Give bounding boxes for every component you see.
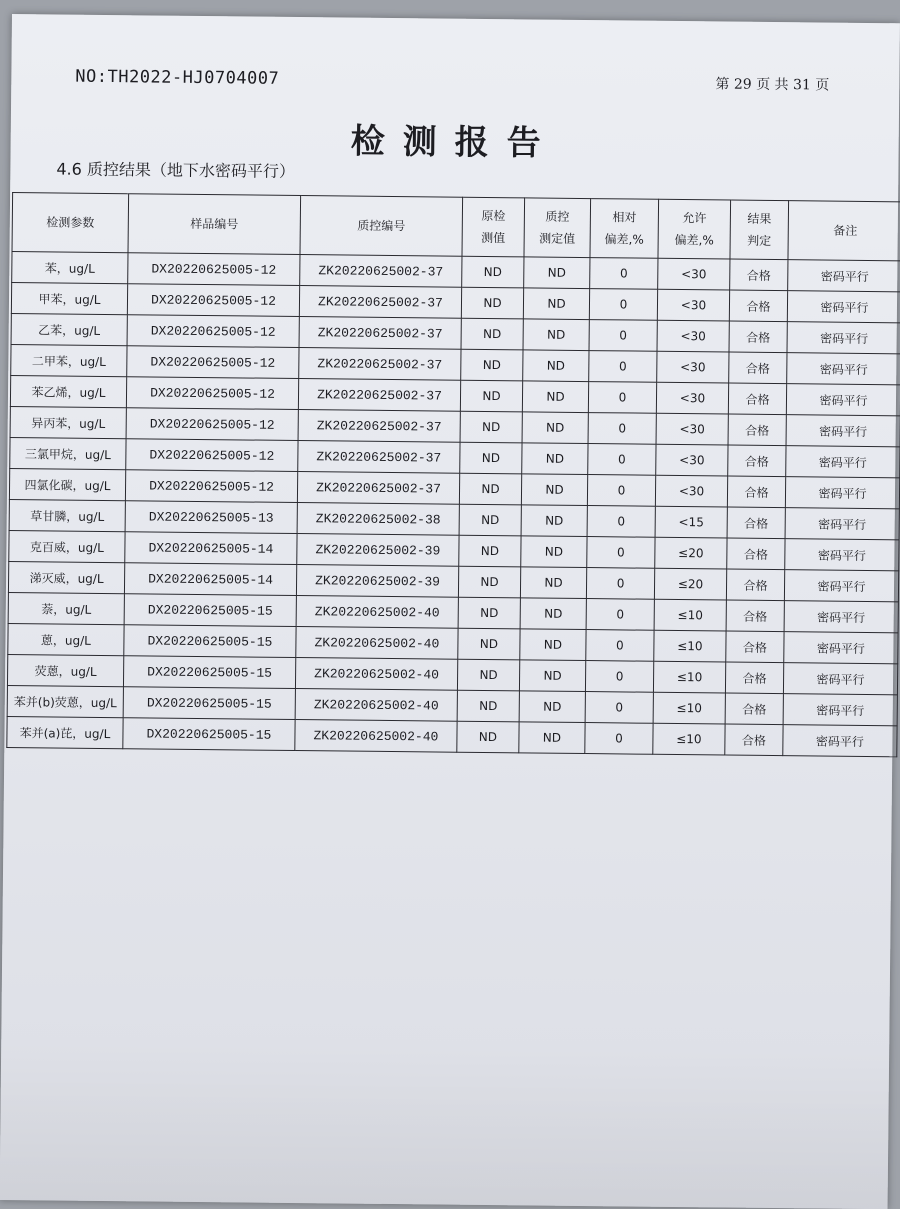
original-value-cell: ND [461,287,523,319]
column-header: 质控编号 [300,196,463,257]
sample-id-cell: DX20220625005-15 [123,687,295,720]
remark-cell: 密码平行 [785,477,899,509]
relative-deviation-cell: 0 [590,258,658,290]
allowed-deviation-cell: ≤20 [654,568,726,600]
parameter-cell: 二甲苯，ug/L [11,345,127,377]
qc-value-cell: ND [519,722,585,754]
original-value-cell: ND [457,690,519,722]
sample-id-cell: DX20220625005-14 [124,563,296,596]
column-header: 原检 测值 [462,197,525,257]
result-cell: 合格 [729,321,787,353]
original-value-cell: ND [460,380,522,412]
result-cell: 合格 [726,631,784,663]
qc-id-cell: ZK20220625002-37 [299,348,461,381]
relative-deviation-cell: 0 [585,723,653,755]
remark-cell: 密码平行 [786,446,900,478]
qc-id-cell: ZK20220625002-40 [295,720,457,753]
remark-cell: 密码平行 [786,415,900,447]
page-shadow [0,1040,889,1209]
qc-value-cell: ND [522,443,588,475]
original-value-cell: ND [458,597,520,629]
qc-id-cell: ZK20220625002-39 [297,534,459,567]
remark-cell: 密码平行 [788,260,900,292]
qc-value-cell: ND [521,505,587,537]
remark-cell: 密码平行 [784,601,898,633]
original-value-cell: ND [459,535,521,567]
result-cell: 合格 [730,259,788,291]
remark-cell: 密码平行 [785,508,899,540]
column-header: 样品编号 [128,194,301,255]
sample-id-cell: DX20220625005-12 [128,253,300,286]
parameter-cell: 甲苯，ug/L [11,283,127,315]
allowed-deviation-cell: <15 [655,506,727,538]
relative-deviation-cell: 0 [589,320,657,352]
remark-cell: 密码平行 [783,725,897,757]
qc-value-cell: ND [523,288,589,320]
table-body [7,252,900,757]
relative-deviation-cell: 0 [588,444,656,476]
parameter-cell: 四氯化碳，ug/L [9,469,125,501]
relative-deviation-cell: 0 [589,289,657,321]
remark-cell: 密码平行 [787,353,900,385]
relative-deviation-cell: 0 [588,382,656,414]
relative-deviation-cell: 0 [586,630,654,662]
section-title: 4.6 质控结果（地下水密码平行） [56,159,296,181]
relative-deviation-cell: 0 [585,661,653,693]
sample-id-cell: DX20220625005-12 [127,284,299,317]
column-header: 允许 偏差,% [658,199,731,259]
relative-deviation-cell: 0 [585,692,653,724]
allowed-deviation-cell: <30 [658,258,730,290]
result-cell: 合格 [725,662,783,694]
original-value-cell: ND [457,721,519,753]
sample-id-cell: DX20220625005-12 [126,439,298,472]
parameter-cell: 克百威，ug/L [9,530,125,562]
result-cell: 合格 [725,724,783,756]
allowed-deviation-cell: ≤10 [654,599,726,631]
qc-value-cell: ND [522,412,588,444]
allowed-deviation-cell: <30 [657,289,729,321]
allowed-deviation-cell: <30 [656,413,728,445]
relative-deviation-cell: 0 [586,568,654,600]
remark-cell: 密码平行 [787,291,900,323]
result-cell: 合格 [727,507,785,539]
column-header: 质控 测定值 [524,198,591,258]
allowed-deviation-cell: <30 [656,382,728,414]
allowed-deviation-cell: ≤10 [654,630,726,662]
qc-id-cell: ZK20220625002-37 [300,255,462,288]
original-value-cell: ND [460,411,522,443]
result-cell: 合格 [728,445,786,477]
result-cell: 合格 [729,290,787,322]
parameter-cell: 涕灭威，ug/L [8,561,124,593]
qc-id-cell: ZK20220625002-40 [296,627,458,660]
qc-value-cell: ND [521,474,587,506]
result-cell: 合格 [729,352,787,384]
sample-id-cell: DX20220625005-15 [123,718,295,751]
result-cell: 合格 [727,538,785,570]
sample-id-cell: DX20220625005-12 [126,377,298,410]
remark-cell: 密码平行 [785,539,899,571]
sample-id-cell: DX20220625005-12 [127,346,299,379]
qc-value-cell: ND [520,598,586,630]
parameter-cell: 蒽，ug/L [8,623,124,655]
sample-id-cell: DX20220625005-15 [123,656,295,689]
sample-id-cell: DX20220625005-12 [125,470,297,503]
qc-value-cell: ND [524,257,590,289]
qc-id-cell: ZK20220625002-37 [299,317,461,350]
sample-id-cell: DX20220625005-15 [124,594,296,627]
original-value-cell: ND [458,628,520,660]
allowed-deviation-cell: <30 [655,475,727,507]
original-value-cell: ND [460,442,522,474]
result-cell: 合格 [728,383,786,415]
qc-id-cell: ZK20220625002-37 [298,410,460,443]
qc-value-cell: ND [520,629,586,661]
allowed-deviation-cell: ≤20 [655,537,727,569]
page-number: 第 29 页 共 31 页 [715,76,830,94]
column-header: 相对 偏差,% [590,199,659,259]
qc-id-cell: ZK20220625002-37 [297,472,459,505]
qc-id-cell: ZK20220625002-37 [298,441,460,474]
original-value-cell: ND [457,659,519,691]
original-value-cell: ND [458,566,520,598]
parameter-cell: 异丙苯，ug/L [10,407,126,439]
allowed-deviation-cell: ≤10 [653,723,725,755]
qc-id-cell: ZK20220625002-37 [299,286,461,319]
result-cell: 合格 [726,600,784,632]
original-value-cell: ND [462,256,524,288]
sample-id-cell: DX20220625005-12 [126,408,298,441]
qc-id-cell: ZK20220625002-38 [297,503,459,536]
allowed-deviation-cell: <30 [657,351,729,383]
parameter-cell: 草甘膦，ug/L [9,499,125,531]
qc-value-cell: ND [520,567,586,599]
qc-value-cell: ND [519,691,585,723]
original-value-cell: ND [461,349,523,381]
qc-value-cell: ND [519,660,585,692]
parameter-cell: 苯并(b)荧蒽，ug/L [7,685,123,717]
parameter-cell: 苯，ug/L [12,252,128,284]
qc-value-cell: ND [521,536,587,568]
qc-id-cell: ZK20220625002-40 [295,689,457,722]
sample-id-cell: DX20220625005-14 [125,532,297,565]
relative-deviation-cell: 0 [587,537,655,569]
parameter-cell: 三氯甲烷，ug/L [10,438,126,470]
result-cell: 合格 [725,693,783,725]
table-header-row [12,193,900,261]
remark-cell: 密码平行 [783,694,897,726]
remark-cell: 密码平行 [784,570,898,602]
remark-cell: 密码平行 [783,663,897,695]
parameter-cell: 苯乙烯，ug/L [10,376,126,408]
remark-cell: 密码平行 [784,632,898,664]
qc-id-cell: ZK20220625002-37 [298,379,460,412]
allowed-deviation-cell: <30 [657,320,729,352]
report-title: 检测报告 [350,121,559,164]
qc-id-cell: ZK20220625002-39 [296,565,458,598]
sample-id-cell: DX20220625005-15 [124,625,296,658]
document-number: NO:TH2022-HJ0704007 [75,66,280,89]
qc-value-cell: ND [523,350,589,382]
column-header: 备注 [788,201,900,261]
column-header: 结果 判定 [730,200,789,260]
relative-deviation-cell: 0 [588,413,656,445]
qc-id-cell: ZK20220625002-40 [295,658,457,691]
qc-value-cell: ND [523,319,589,351]
remark-cell: 密码平行 [786,384,900,416]
column-header: 检测参数 [12,193,129,253]
sample-id-cell: DX20220625005-13 [125,501,297,534]
original-value-cell: ND [459,473,521,505]
relative-deviation-cell: 0 [586,599,654,631]
result-cell: 合格 [726,569,784,601]
relative-deviation-cell: 0 [589,351,657,383]
qc-value-cell: ND [522,381,588,413]
qc-results-table [6,192,900,757]
relative-deviation-cell: 0 [587,506,655,538]
allowed-deviation-cell: <30 [656,444,728,476]
relative-deviation-cell: 0 [587,475,655,507]
original-value-cell: ND [459,504,521,536]
parameter-cell: 苯并(a)芘，ug/L [7,716,123,748]
parameter-cell: 荧蒽，ug/L [7,654,123,686]
remark-cell: 密码平行 [787,322,900,354]
result-cell: 合格 [727,476,785,508]
original-value-cell: ND [461,318,523,350]
parameter-cell: 乙苯，ug/L [11,314,127,346]
report-page [0,14,900,1209]
result-cell: 合格 [728,414,786,446]
qc-id-cell: ZK20220625002-40 [296,596,458,629]
allowed-deviation-cell: ≤10 [653,661,725,693]
parameter-cell: 萘，ug/L [8,592,124,624]
allowed-deviation-cell: ≤10 [653,692,725,724]
sample-id-cell: DX20220625005-12 [127,315,299,348]
